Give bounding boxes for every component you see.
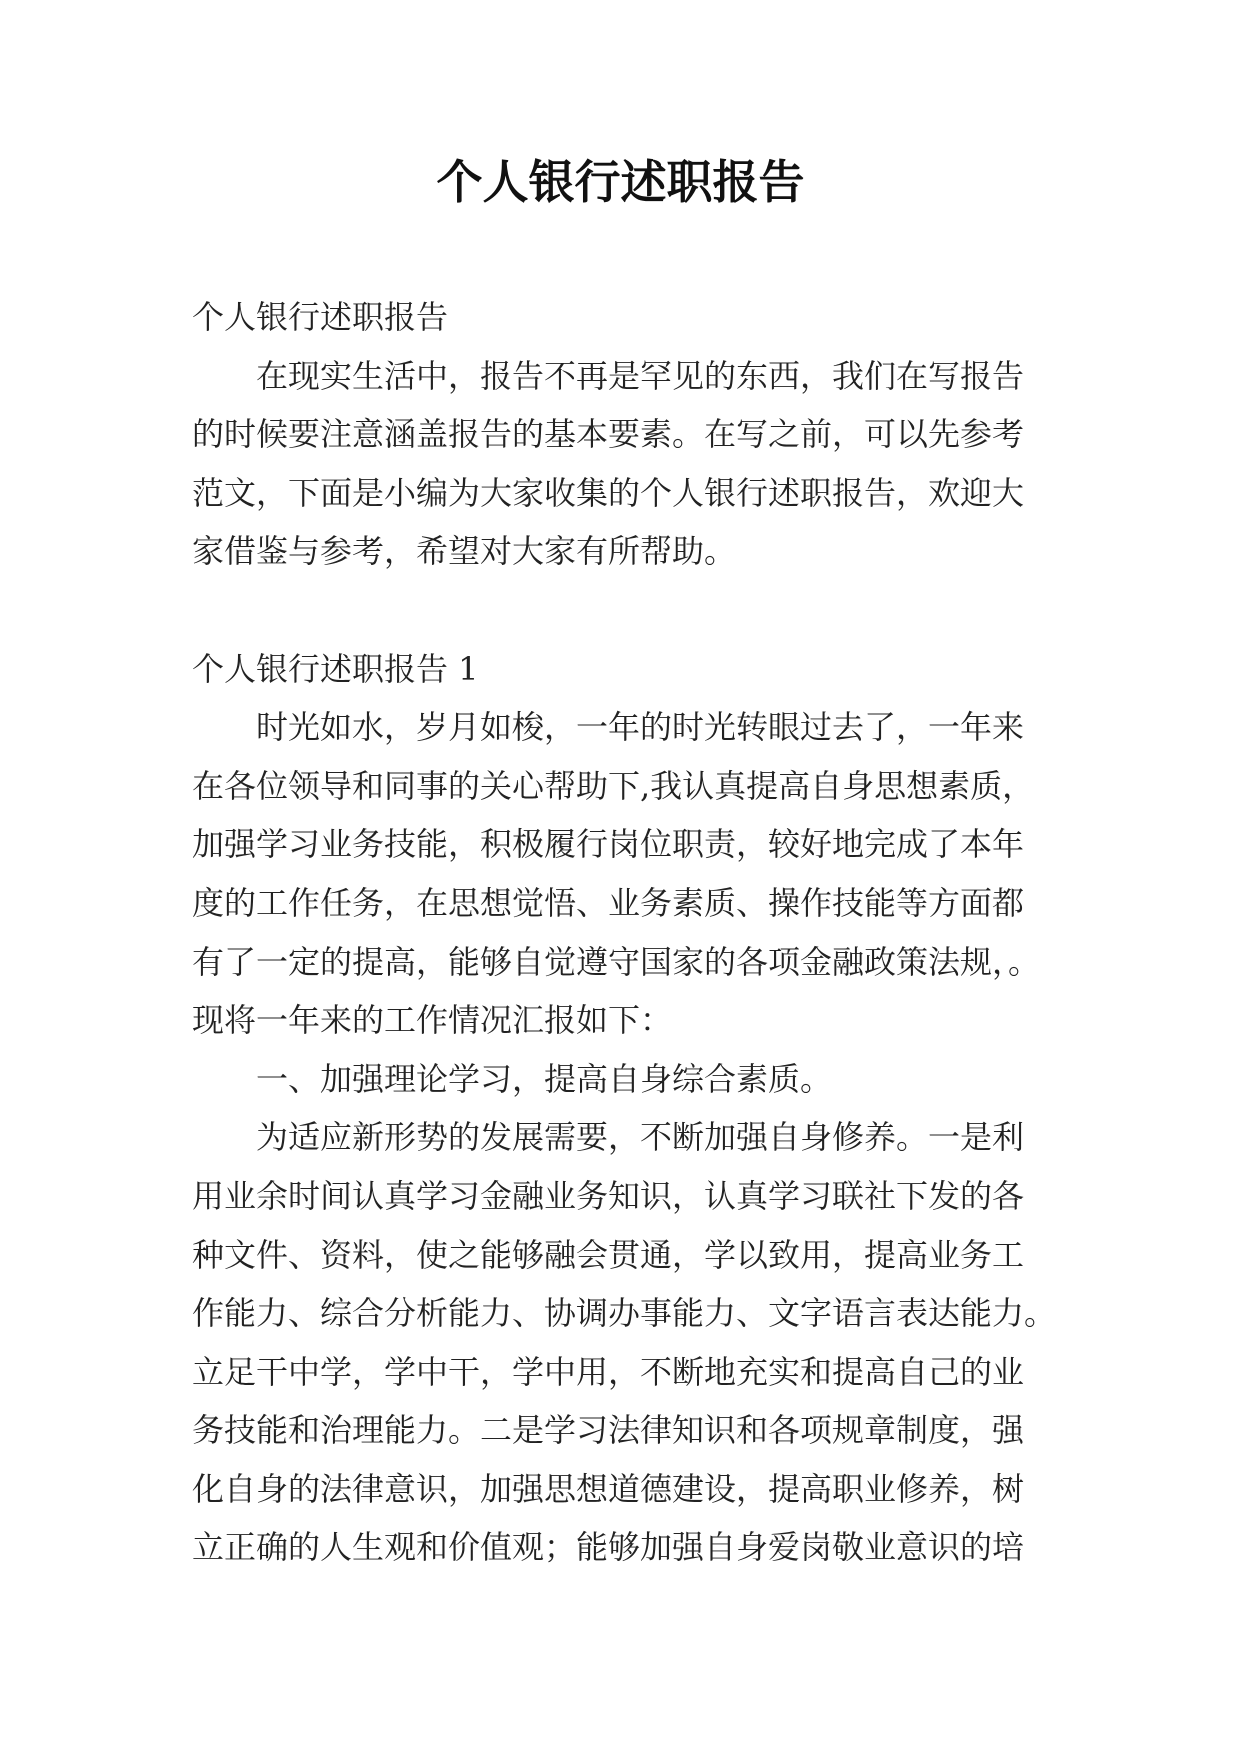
text-line: 家借鉴与参考，希望对大家有所帮助。 [192,532,737,571]
blank-line [192,581,1057,640]
text-line: 立正确的人生观和价值观；能够加强自身爱岗敬业意识的培 [192,1528,1025,1567]
text-line: 个人银行述职报告 [192,298,449,336]
text-line: 用业余时间认真学习金融业务知识，认真学习联社下发的各 [192,1176,1025,1215]
text-line: 立足干中学，学中干，学中用，不断地充实和提高自己的业 [192,1352,1025,1391]
text-line: 化自身的法律意识，加强思想道德建设，提高职业修养，树 [192,1469,1025,1508]
text-line: 时光如水，岁月如梭，一年的时光转眼过去了，一年来 [256,708,1025,747]
text-line: 在各位领导和同事的关心帮助下,我认真提高自身思想素质， [192,766,1035,805]
text-line: 范文，下面是小编为大家收集的个人银行述职报告，欢迎大 [192,473,1025,512]
text-line: 作能力、综合分析能力、协调办事能力、文字语言表达能力。 [192,1294,1057,1333]
text-line: 为适应新形势的发展需要，不断加强自身修养。一是利 [256,1118,1025,1157]
text-line: 的时候要注意涵盖报告的基本要素。在写之前，可以先参考 [192,415,1025,454]
text-line: 加强学习业务技能，积极履行岗位职责，较好地完成了本年 [192,825,1025,864]
text-line: 有了一定的提高，能够自觉遵守国家的各项金融政策法规，。 [192,942,1041,981]
document-body [192,288,1057,1577]
text-line: 一、加强理论学习，提高自身综合素质。 [256,1059,833,1098]
text-line: 现将一年来的工作情况汇报如下： [192,1001,673,1040]
document-title: 个人银行述职报告 [436,155,805,209]
text-line: 个人银行述职报告 1 [192,649,479,688]
text-line: 种文件、资料，使之能够融会贯通，学以致用，提高业务工 [192,1235,1025,1274]
text-line: 务技能和治理能力。二是学习法律知识和各项规章制度，强 [192,1411,1025,1450]
text-line: 在现实生活中，报告不再是罕见的东西，我们在写报告 [256,356,1025,395]
text-line: 度的工作任务，在思想觉悟、业务素质、操作技能等方面都 [192,883,1025,922]
